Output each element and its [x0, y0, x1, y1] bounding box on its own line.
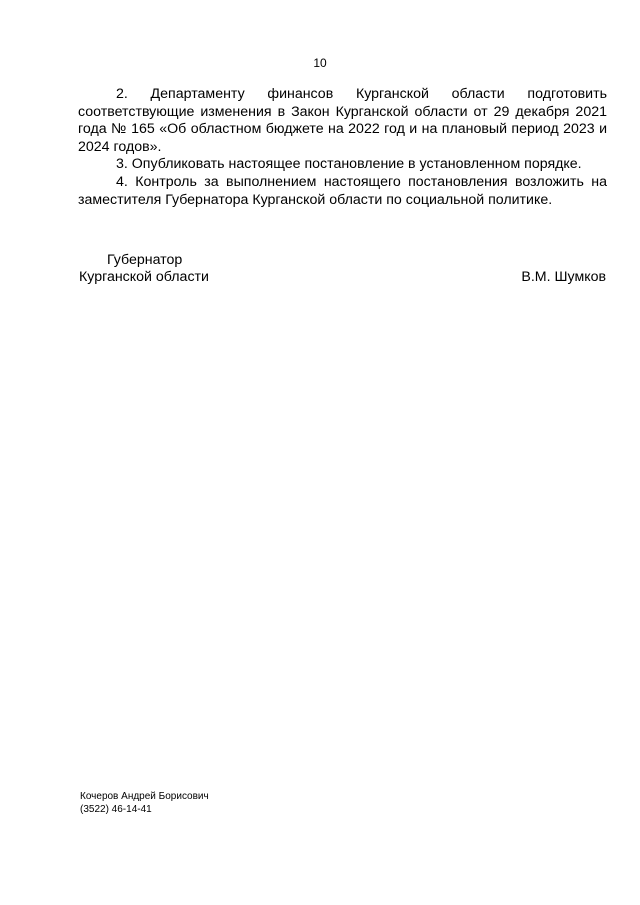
document-body [78, 86, 607, 209]
signature-title: Губернатор [107, 252, 183, 268]
signature-name: В.М. Шумков [521, 269, 606, 285]
executor-name: Кочеров Андрей Борисович [80, 791, 209, 802]
page-number: 10 [313, 56, 327, 70]
paragraph-item-2: 2. Департаменту финансов Курганской области подготовить соответствующие изменения в Закон Курганской области от 29 декабря 2021 года № 165 «Об областном бюджете на 2022 год и на плановый период 2023 и 2024 годов». [78, 86, 607, 155]
paragraph-item-4: 4. Контроль за выполнением настоящего постановления возложить на заместителя Губернатора Курганской области по социальной политике. [78, 173, 607, 208]
executor-contact [80, 790, 209, 816]
signature-region: Курганской области [79, 269, 209, 285]
paragraph-item-3: 3. Опубликовать настоящее постановление в установленном порядке. [116, 156, 582, 173]
executor-phone: (3522) 46-14-41 [80, 804, 152, 815]
